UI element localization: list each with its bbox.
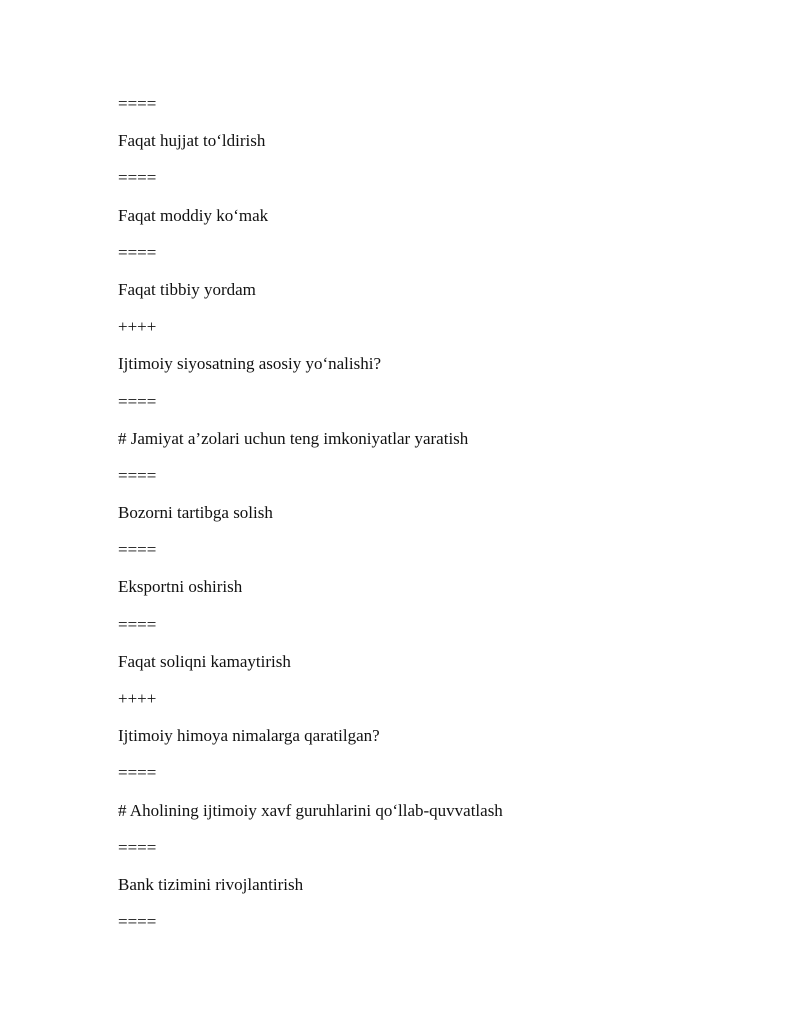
separator-line: ==== — [118, 465, 157, 485]
answer-option: Faqat tibbiy yordam — [118, 279, 256, 299]
question-text: Ijtimoiy siyosatning asosiy yo‘nalishi? — [118, 354, 382, 374]
correct-answer-option: # Jamiyat a’zolari uchun teng imkoniyatlar yaratish — [118, 428, 469, 448]
question-separator: ++++ — [118, 689, 157, 708]
separator-line: ==== — [118, 168, 157, 188]
separator-line: ==== — [118, 94, 157, 113]
separator-line: ==== — [118, 837, 157, 857]
answer-option: Eksportni oshirish — [118, 577, 243, 597]
question-text: Ijtimoiy himoya nimalarga qaratilgan? — [118, 726, 380, 746]
answer-option: Faqat moddiy ko‘mak — [118, 205, 269, 225]
answer-option: Faqat hujjat to‘ldirish — [118, 131, 266, 151]
question-separator: ++++ — [118, 317, 157, 337]
separator-line: ==== — [118, 391, 157, 411]
answer-option: Faqat soliqni kamaytirish — [118, 651, 291, 671]
separator-line: ==== — [118, 242, 157, 262]
separator-line: ==== — [118, 540, 157, 560]
separator-line: ==== — [118, 614, 157, 634]
answer-option: Bozorni tartibga solish — [118, 503, 273, 523]
separator-line: ==== — [118, 912, 157, 932]
separator-line: ==== — [118, 763, 157, 783]
answer-option: Bank tizimini rivojlantirish — [118, 874, 304, 894]
document-body — [118, 92, 503, 947]
correct-answer-option: # Aholining ijtimoiy xavf guruhlarini qo‘llab-quvvatlash — [118, 800, 503, 820]
